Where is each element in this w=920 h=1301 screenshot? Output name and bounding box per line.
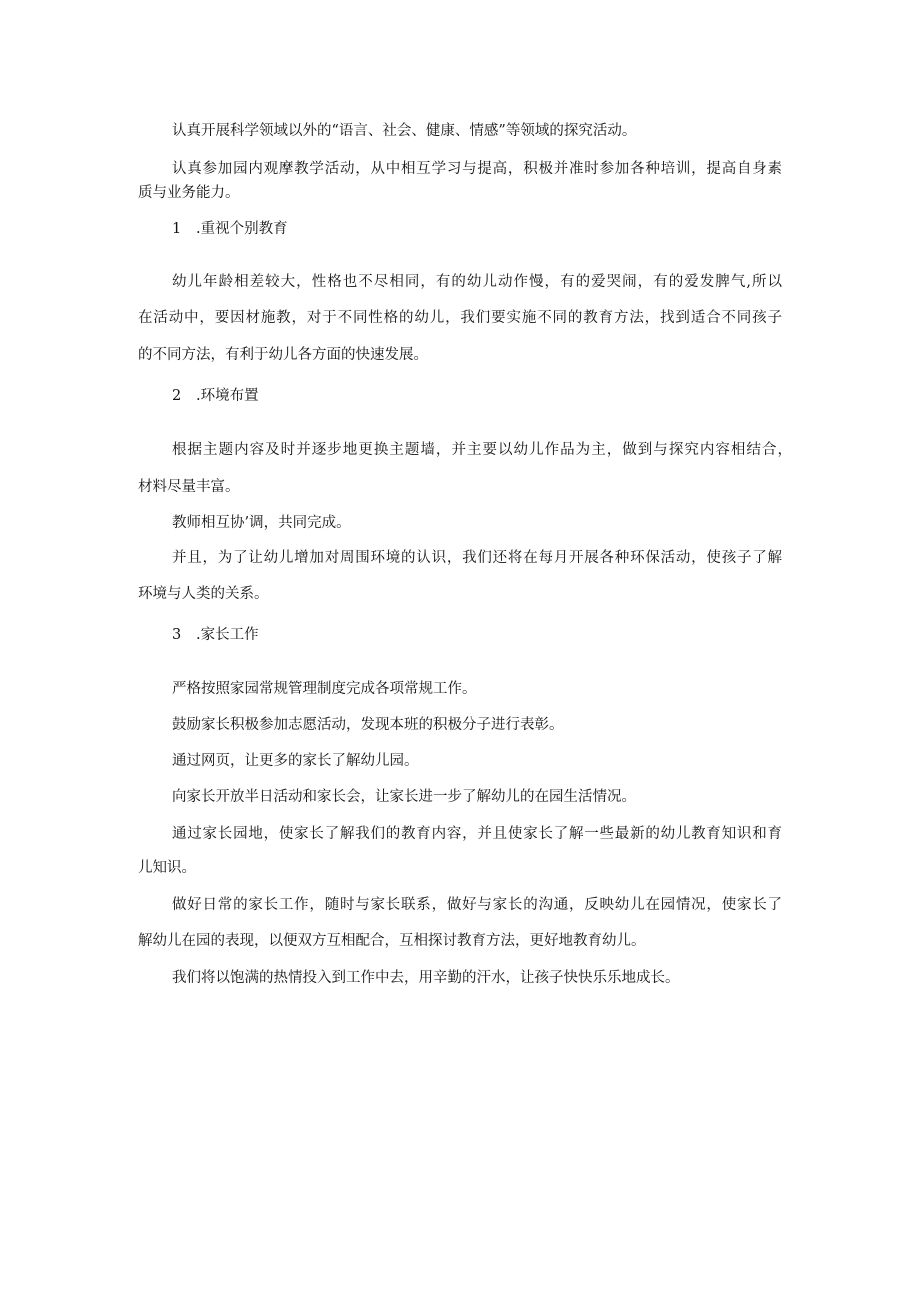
paragraph-line: 做好日常的家长工作，随时与家长联系，做好与家长的沟通，反映幼儿在园情况，使家长了: [172, 897, 782, 913]
section-title: .重视个别教育: [196, 221, 288, 237]
paragraph-line: 鼓励家长积极参加志愿活动，发现本班的积极分子进行表彰。: [172, 717, 564, 733]
section-number: 1: [172, 221, 182, 237]
section-title: .家长工作: [196, 627, 259, 643]
section-number: 3: [172, 627, 182, 643]
paragraph-line: 认真开展科学领域以外的“语言、社会、健康、情感”等领域的探究活动。: [172, 123, 637, 139]
paragraph-line: 向家长开放半日活动和家长会，让家长进一步了解幼儿的在园生活情况。: [172, 789, 636, 805]
paragraph-line: 的不同方法，有利于幼儿各方面的快速发展。: [138, 347, 428, 363]
paragraph-line: 解幼儿在园的表现，以便双方互相配合，互相探讨教育方法，更好地教育幼儿。: [138, 933, 646, 949]
section-heading: [172, 386, 259, 406]
paragraph-line: 材料尽量丰富。: [138, 479, 240, 495]
paragraph-line: 严格按照家园常规管理制度完成各项常规工作。: [172, 681, 477, 697]
paragraph-line: 我们将以饱满的热情投入到工作中去，用辛勤的汗水，让孩子快快乐乐地成长。: [172, 970, 680, 986]
paragraph-line: 并且，为了让幼儿增加对周围环境的认识，我们还将在每月开展各种环保活动，使孩子了解: [172, 550, 782, 566]
paragraph-line: 质与业务能力。: [138, 185, 240, 201]
section-heading: [172, 219, 288, 239]
section-title: .环境布置: [196, 388, 259, 404]
paragraph-line: 通过家长园地，使家长了解我们的教育内容，并且使家长了解一些最新的幼儿教育知识和育: [172, 826, 782, 842]
paragraph-line: 认真参加园内观摩教学活动，从中相互学习与提高，积极并准时参加各种培训，提高自身素: [172, 161, 782, 177]
section-number: 2: [172, 388, 182, 404]
paragraph-line: 在活动中，要因材施教，对于不同性格的幼儿，我们要实施不同的教育方法，找到适合不同孩子: [138, 310, 782, 326]
paragraph-line: 环境与人类的关系。: [138, 586, 269, 602]
section-heading: [172, 625, 259, 645]
paragraph-line: 教师相互协’调，共同完成。: [172, 515, 351, 531]
paragraph-line: 儿知识。: [138, 860, 196, 876]
paragraph-line: 通过网页，让更多的家长了解幼儿园。: [172, 753, 419, 769]
paragraph-line: 根据主题内容及时并逐步地更换主题墙，并主要以幼儿作品为主，做到与探究内容相结合，: [172, 442, 792, 458]
paragraph-line: 幼儿年龄相差较大，性格也不尽相同，有的幼儿动作慢，有的爱哭闹，有的爱发脾气,所以: [172, 274, 782, 290]
